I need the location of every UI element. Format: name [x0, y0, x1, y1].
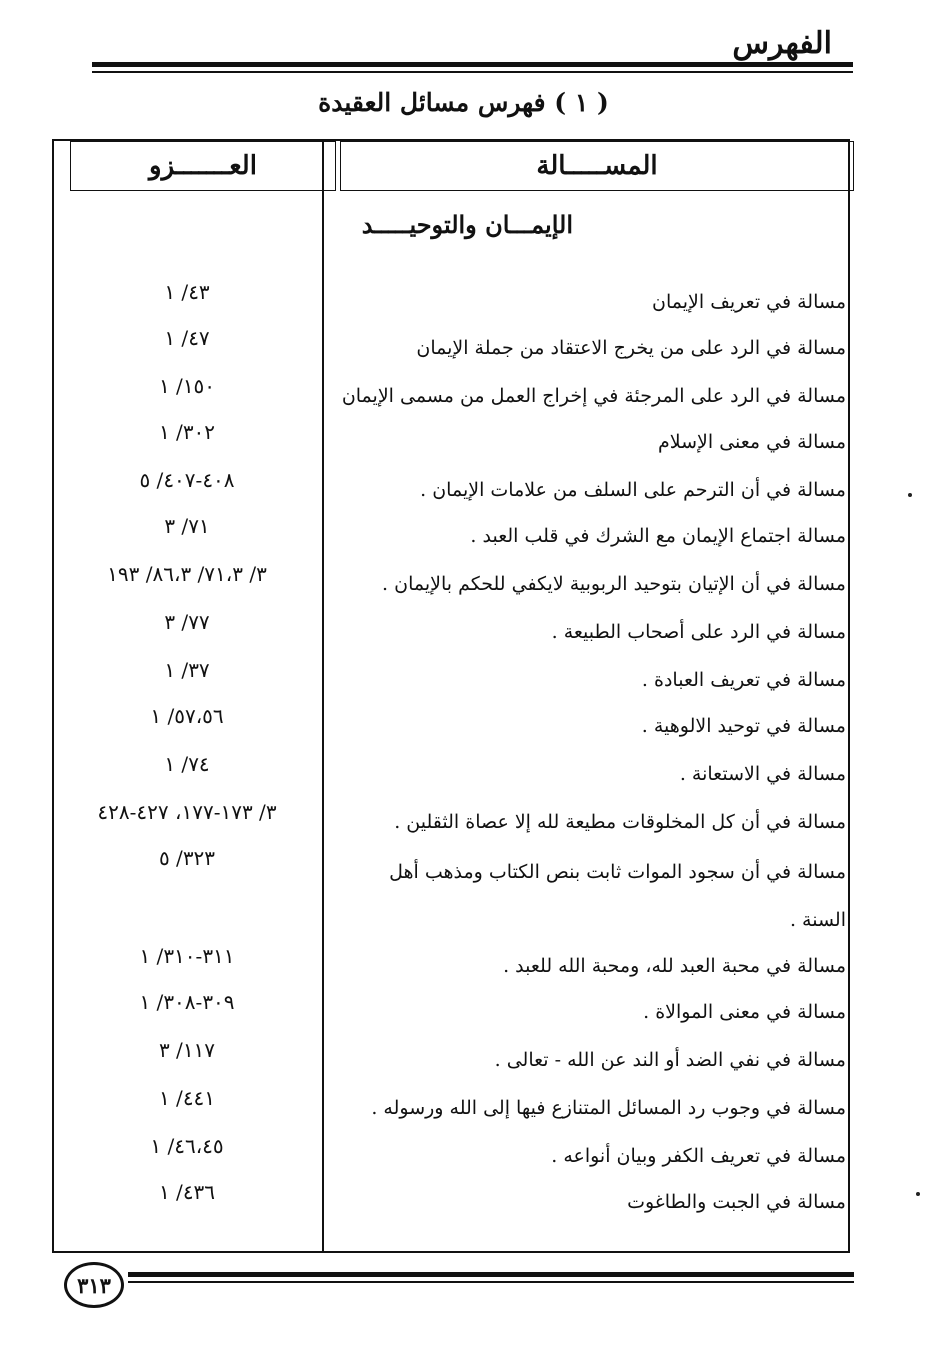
table-row: [52, 794, 850, 840]
row-issue: مسالة اجتماع الإيمان مع الشرك في قلب العبد .: [470, 525, 846, 547]
row-reference: ٧١/ ٣: [164, 514, 210, 538]
table-row: [52, 462, 850, 508]
row-issue: مسالة في الرد على من يخرج الاعتقاد من جملة الإيمان: [416, 337, 846, 359]
table-row: [52, 1128, 850, 1174]
table-row: [52, 556, 850, 602]
footer-rule-thick: [128, 1272, 854, 1277]
row-issue: مسالة في وجوب رد المسائل المتنازع فيها إلى الله ورسوله .: [371, 1097, 846, 1119]
scan-speck: [916, 1192, 920, 1196]
header-rule-thick: [92, 62, 853, 67]
table-row: [52, 1080, 850, 1126]
running-head: الفهرس: [732, 26, 832, 61]
row-reference: ٣٠٩-٣٠٨/ ١: [139, 990, 235, 1014]
row-issue: مسالة في أن الترحم على السلف من علامات الإيمان .: [420, 479, 846, 501]
row-issue: مسالة في محبة العبد لله، ومحبة الله للعبد .: [503, 955, 846, 977]
row-issue: مسالة في معنى الموالاة .: [643, 1001, 846, 1023]
row-reference: ١١٧/ ٣: [158, 1038, 216, 1062]
column-header-reference: العـــــــزو: [70, 141, 336, 191]
row-reference: ٤٤١/ ١: [158, 1086, 216, 1110]
row-issue: مسالة في تعريف العبادة .: [641, 669, 846, 691]
row-issue: مسالة في نفي الضد أو الند عن الله - تعالى .: [494, 1049, 846, 1071]
row-reference: ٣٧/ ١: [164, 658, 210, 682]
table-row: [52, 746, 850, 792]
row-issue: مسالة في أن الإتيان بتوحيد الربوبية لايكفي للحكم بالإيمان .: [382, 573, 846, 595]
column-header-issue: المســـــالة: [340, 141, 854, 191]
table-row: [52, 604, 850, 650]
table-row: [52, 698, 850, 744]
table-title: ( ١ ) فهرس مسائل العقيدة: [318, 88, 609, 117]
table-row: [52, 508, 850, 554]
row-reference: ٤٠٨-٤٠٧/ ٥: [139, 468, 235, 492]
row-reference: ٤٦،٤٥/ ١: [150, 1134, 224, 1158]
row-issue: مسالة في الرد على المرجئة في إخراج العمل من مسمى الإيمان: [341, 385, 846, 407]
table-row: [52, 320, 850, 366]
table-row: [52, 274, 850, 320]
table-row: [52, 652, 850, 698]
table-row: [52, 368, 850, 414]
row-issue: مسالة في تعريف الإيمان: [652, 291, 846, 313]
row-reference: ٣٠٢/ ١: [158, 420, 216, 444]
row-reference: ٣١١-٣١٠/ ١: [139, 944, 235, 968]
table-row: [52, 984, 850, 1030]
page-number: ٣١٣: [64, 1262, 124, 1308]
row-reference: ٣/ ٧١،٣/ ٨٦،٣/ ١٩٣: [107, 562, 267, 586]
table-row: [52, 1032, 850, 1078]
row-reference: ٧٧/ ٣: [164, 610, 210, 634]
row-issue: مسالة في أن كل المخلوقات مطيعة لله إلا عصاة الثقلين .: [394, 811, 846, 833]
scan-speck: [908, 493, 912, 497]
row-issue: مسالة في الجبت والطاغوت: [627, 1191, 846, 1213]
row-issue: مسالة في توحيد الالوهية .: [641, 715, 846, 737]
row-issue: مسالة في الرد على أصحاب الطبيعة .: [551, 621, 846, 643]
row-reference: ٧٤/ ١: [164, 752, 210, 776]
row-reference: ٥٧،٥٦/ ١: [150, 704, 224, 728]
row-reference: ٣/ ١٧٣-١٧٧، ٤٢٧-٤٢٨: [97, 800, 277, 824]
header-rule-thin: [92, 71, 853, 73]
table-row: [52, 1174, 850, 1220]
row-reference: ٤٣٦/ ١: [158, 1180, 216, 1204]
footer-rule-thin: [128, 1281, 854, 1283]
section-heading: الإيمـــان والتوحيـــــد: [361, 210, 573, 239]
table-row: [52, 840, 850, 932]
row-issue: مسالة في تعريف الكفر وبيان أنواعه .: [551, 1145, 846, 1167]
table-row: [52, 414, 850, 460]
row-issue: مسالة في الاستعانة .: [679, 763, 846, 785]
row-reference: ٤٣/ ١: [164, 280, 210, 304]
row-reference: ٣٢٣/ ٥: [158, 846, 216, 870]
row-reference: ٤٧/ ١: [164, 326, 210, 350]
row-issue: مسالة في معنى الإسلام: [658, 431, 846, 453]
table-row: [52, 938, 850, 984]
row-reference: ١٥٠/ ١: [158, 374, 216, 398]
row-issue: مسالة في أن سجود الموات ثابت بنص الكتاب ومذهب أهل السنة .: [389, 861, 846, 931]
